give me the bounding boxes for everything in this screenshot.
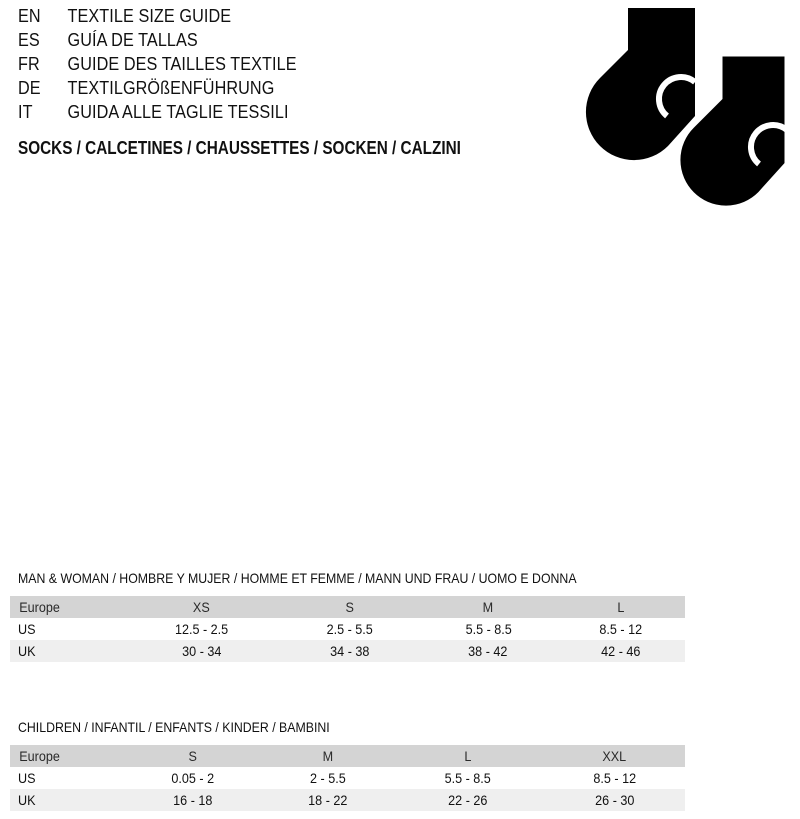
adult-section-title: MAN & WOMAN / HOMBRE Y MUJER / HOMME ET FEMME / MANN UND FRAU / UOMO E DONNA bbox=[18, 570, 577, 586]
table-cell: 18 - 22 bbox=[307, 792, 347, 808]
language-row-fr bbox=[18, 52, 486, 76]
size-header-cell: XS bbox=[193, 599, 210, 615]
children-section-title: CHILDREN / INFANTIL / ENFANTS / KINDER / BAMBINI bbox=[18, 719, 330, 735]
table-cell: 16 - 18 bbox=[172, 792, 212, 808]
table-cell: 2.5 - 5.5 bbox=[326, 621, 374, 637]
size-header-cell: L bbox=[617, 599, 625, 615]
table-cell: 34 - 38 bbox=[330, 643, 370, 659]
language-title: TEXTILGRÖßENFÜHRUNG bbox=[67, 78, 275, 98]
language-title: GUÍA DE TALLAS bbox=[67, 30, 198, 50]
product-subtitle: SOCKS / CALCETINES / CHAUSSETTES / SOCKEN / CALZINI bbox=[18, 138, 461, 158]
size-header-cell: M bbox=[322, 748, 333, 764]
language-code: EN bbox=[18, 6, 41, 26]
table-cell: 26 - 30 bbox=[594, 792, 635, 808]
children-size-table bbox=[10, 745, 685, 811]
table-row bbox=[10, 640, 685, 662]
language-code: IT bbox=[18, 102, 33, 122]
table-row bbox=[10, 618, 685, 640]
language-code: ES bbox=[18, 30, 40, 50]
size-header-cell: S bbox=[188, 748, 197, 764]
table-row bbox=[10, 789, 685, 811]
language-row-it bbox=[18, 100, 486, 124]
table-cell: 38 - 42 bbox=[468, 643, 508, 659]
size-header-cell: L bbox=[464, 748, 472, 764]
table-cell: 2 - 5.5 bbox=[309, 770, 346, 786]
table-cell: 5.5 - 8.5 bbox=[465, 621, 512, 637]
table-header-row bbox=[10, 596, 685, 618]
row-label: US bbox=[17, 770, 36, 786]
language-code: DE bbox=[18, 78, 41, 98]
table-cell: 5.5 - 8.5 bbox=[444, 770, 492, 786]
language-title: TEXTILE SIZE GUIDE bbox=[67, 6, 232, 26]
adult-size-table bbox=[10, 596, 685, 662]
table-cell: 30 - 34 bbox=[181, 643, 222, 659]
table-header-row bbox=[10, 745, 685, 767]
language-row-es bbox=[18, 28, 486, 52]
socks-icon bbox=[573, 4, 793, 230]
table-cell: 8.5 - 12 bbox=[593, 770, 636, 786]
language-title-list bbox=[18, 4, 538, 124]
table-cell: 8.5 - 12 bbox=[599, 621, 643, 637]
size-header-cell: M bbox=[482, 599, 494, 615]
row-label: US bbox=[17, 621, 36, 637]
sock-back-shape bbox=[586, 8, 695, 160]
table-cell: 12.5 - 2.5 bbox=[174, 621, 229, 637]
table-row bbox=[10, 767, 685, 789]
table-cell: 42 - 46 bbox=[601, 643, 641, 659]
row-label: UK bbox=[17, 643, 36, 659]
language-row-en bbox=[18, 4, 486, 28]
size-header-cell: XXL bbox=[602, 748, 627, 764]
language-code: FR bbox=[18, 54, 40, 74]
language-row-de bbox=[18, 76, 486, 100]
table-cell: 22 - 26 bbox=[448, 792, 488, 808]
table-cell: 0.05 - 2 bbox=[170, 770, 214, 786]
row-label: UK bbox=[17, 792, 36, 808]
size-header-cell: S bbox=[345, 599, 355, 615]
language-title: GUIDA ALLE TAGLIE TESSILI bbox=[67, 102, 289, 122]
row-label: Europe bbox=[19, 748, 60, 764]
row-label: Europe bbox=[19, 599, 60, 615]
language-title: GUIDE DES TAILLES TEXTILE bbox=[67, 54, 297, 74]
